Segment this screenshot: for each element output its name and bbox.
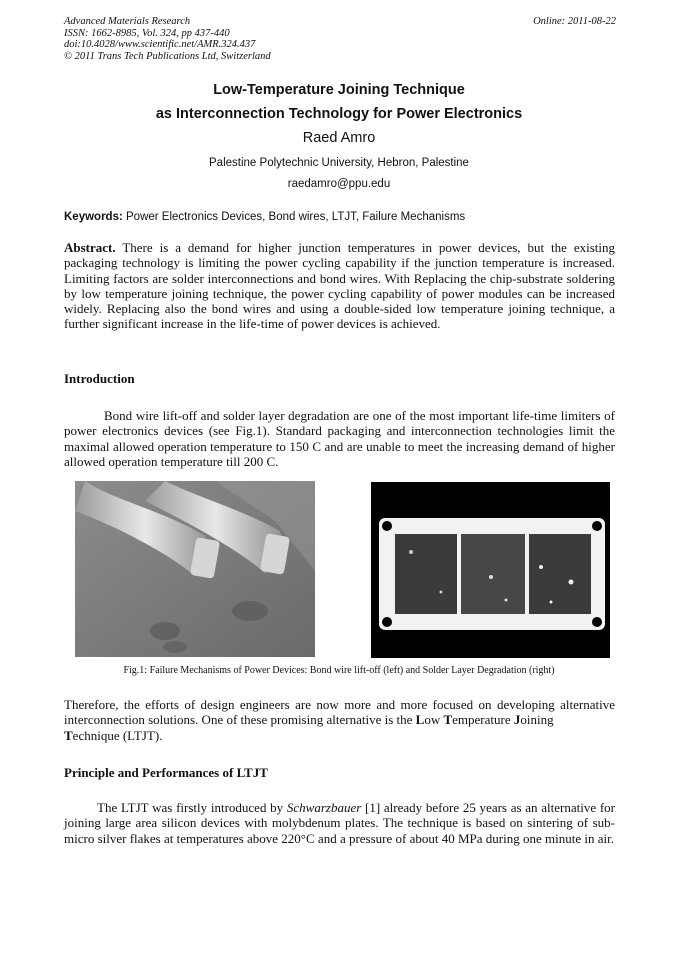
p2-oining: oining	[520, 712, 554, 728]
introduction-paragraph: Bond wire lift-off and solder layer degradation are one of the most important life-time limiters of power electronics devices (see Fig.1). Standard packaging and interconnection technologies limit the maximal allowed operation temperature to 150 C and are unable to meet the increasing demand of higher allowed operation temperature till 200 C.	[64, 408, 615, 469]
p2-ow: ow	[424, 712, 444, 728]
p2-J: J	[513, 712, 521, 728]
online-date: Online: 2011-08-22	[533, 16, 616, 27]
principle-heading: Principle and Performances of LTJT	[64, 765, 268, 780]
p2-L: L	[415, 712, 425, 728]
paper-title-line1: Low-Temperature Joining Technique	[213, 82, 465, 98]
abstract-label: Abstract.	[64, 240, 116, 255]
affiliation: Palestine Polytechnic University, Hebron, Palestine	[209, 157, 469, 169]
p2-T: T	[443, 712, 453, 728]
p2-pre: Therefore, the efforts of design engineers are now more and more focused on developing alternative interconnection solutions. One of these promising alternative is the	[64, 697, 615, 728]
p3-pre: The LTJT was firstly introduced by	[97, 800, 287, 815]
keywords	[64, 211, 616, 223]
keywords-text: Power Electronics Devices, Bond wires, LTJT, Failure Mechanisms	[126, 211, 466, 223]
abstract-text: There is a demand for higher junction temperatures in power devices, but the existing packaging technology is limiting the power cycling capability if the junction temperature is increased. Limiting factors are solder interconnections and bond wires. With Replacing the chip-substrate soldering by low temperature joining technique, the power cycling capability of power modules can be increased widely. Replacing also the bond wires and using a double-sided low temperature joining technique, a further significant increase in the life-time of power devices is achieved.	[64, 240, 616, 332]
copyright: © 2011 Trans Tech Publications Ltd, Switzerland	[64, 50, 271, 62]
keywords-label: Keywords:	[64, 211, 123, 223]
p3-post: [1] already before 25 years as an alternative for joining large area silicon devices with molybdenum plates. The technique is based on sintering of sub-micro silver flakes at temperatures above 220°C and a pressure of about 40 MPa during one minute in air.	[64, 800, 615, 846]
bond-wire-liftoff-image	[75, 481, 315, 657]
paper-title-line2: as Interconnection Technology for Power Electronics	[155, 106, 523, 122]
abstract	[64, 240, 615, 332]
principle-paragraph	[64, 800, 615, 846]
p2-T2: T	[64, 727, 73, 743]
figure-caption: Fig.1: Failure Mechanisms of Power Devices: Bond wire lift-off (left) and Solder Layer Degradation (right)	[123, 665, 555, 676]
email: raedamro@ppu.edu	[287, 178, 391, 190]
paragraph-ltjt	[64, 697, 615, 743]
doi: doi:10.4028/www.scientific.net/AMR.324.437	[64, 39, 256, 50]
p3-name: Schwarzbauer	[286, 800, 362, 815]
introduction-heading: Introduction	[64, 371, 135, 386]
author: Raed Amro	[302, 130, 376, 146]
solder-layer-degradation-image	[371, 482, 610, 658]
p2-emperature: emperature	[452, 712, 514, 728]
issn: ISSN: 1662-8985, Vol. 324, pp 437-440	[64, 27, 230, 39]
p2-post: echnique (LTJT).	[72, 727, 163, 743]
running-header	[64, 16, 616, 62]
journal-name: Advanced Materials Research	[64, 16, 191, 27]
